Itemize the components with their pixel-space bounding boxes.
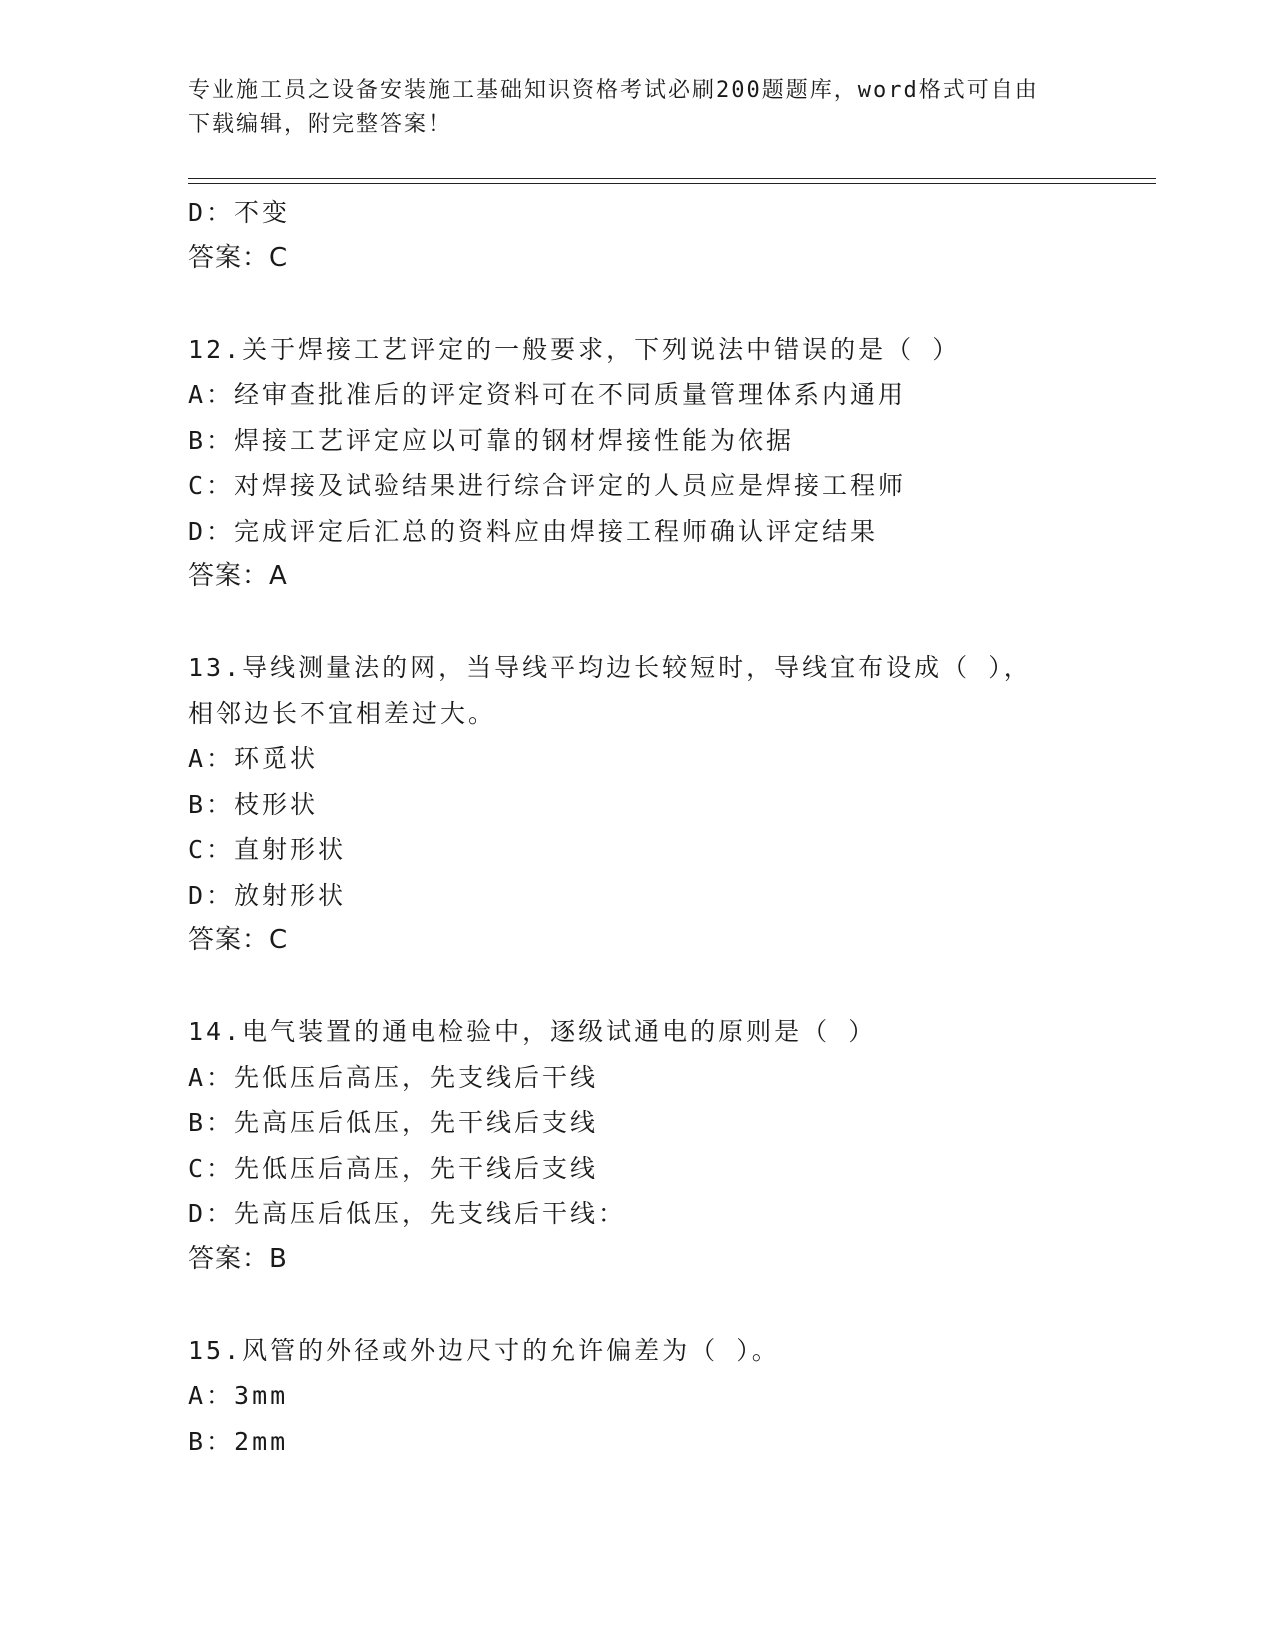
option-b: B：2mm: [188, 1426, 289, 1456]
option-a: A：经审查批准后的评定资料可在不同质量管理体系内通用: [188, 380, 907, 409]
option-c: C：先低压后高压，先干线后支线: [188, 1153, 599, 1183]
prev-answer: 答案：C: [188, 242, 289, 273]
question-14: [188, 1009, 1156, 1282]
header-title-line-1: 专业施工员之设备安装施工基础知识资格考试必刷200题题库，word格式可自由: [188, 78, 1039, 103]
option-d: D：先高压后低压，先支线后干线：: [188, 1199, 627, 1228]
question-stem: 15.风管的外径或外边尺寸的允许偏差为（ ）。: [188, 1335, 780, 1365]
option-d: D：完成评定后汇总的资料应由焊接工程师确认评定结果: [188, 516, 879, 546]
answer: 答案：C: [188, 925, 289, 955]
option-c: C：直射形状: [188, 835, 347, 864]
header-divider: [188, 178, 1156, 184]
option-d: D：放射形状: [188, 880, 347, 910]
answer: 答案：B: [188, 1243, 288, 1274]
question-15: [188, 1328, 1156, 1465]
question-list: [188, 190, 1156, 1464]
header-title-line-2: 下载编辑，附完整答案！: [188, 112, 453, 137]
answer: 答案：A: [188, 561, 288, 591]
question-stem: 14.电气装置的通电检验中，逐级试通电的原则是（ ）: [188, 1017, 877, 1046]
option-b: B：焊接工艺评定应以可靠的钢材焊接性能为依据: [188, 425, 795, 455]
option-b: B：先高压后低压，先干线后支线: [188, 1108, 599, 1137]
option-b: B：枝形状: [188, 789, 319, 819]
option-a: A：环觅状: [188, 744, 319, 773]
prev-option-d: D：不变: [188, 198, 291, 227]
question-12: [188, 327, 1156, 600]
question-stem-continued: 相邻边长不宜相差过大。: [188, 698, 497, 728]
page-header: [188, 74, 1088, 142]
option-a: A：3mm: [188, 1381, 289, 1410]
option-c: C：对焊接及试验结果进行综合评定的人员应是焊接工程师: [188, 471, 907, 500]
question-13: [188, 645, 1156, 964]
option-a: A：先低压后高压，先支线后干线: [188, 1062, 599, 1092]
question-stem: 13.导线测量法的网，当导线平均边长较短时，导线宜布设成（ ），: [188, 653, 1032, 682]
question-stem: 12.关于焊接工艺评定的一般要求，下列说法中错误的是（ ）: [188, 334, 961, 364]
